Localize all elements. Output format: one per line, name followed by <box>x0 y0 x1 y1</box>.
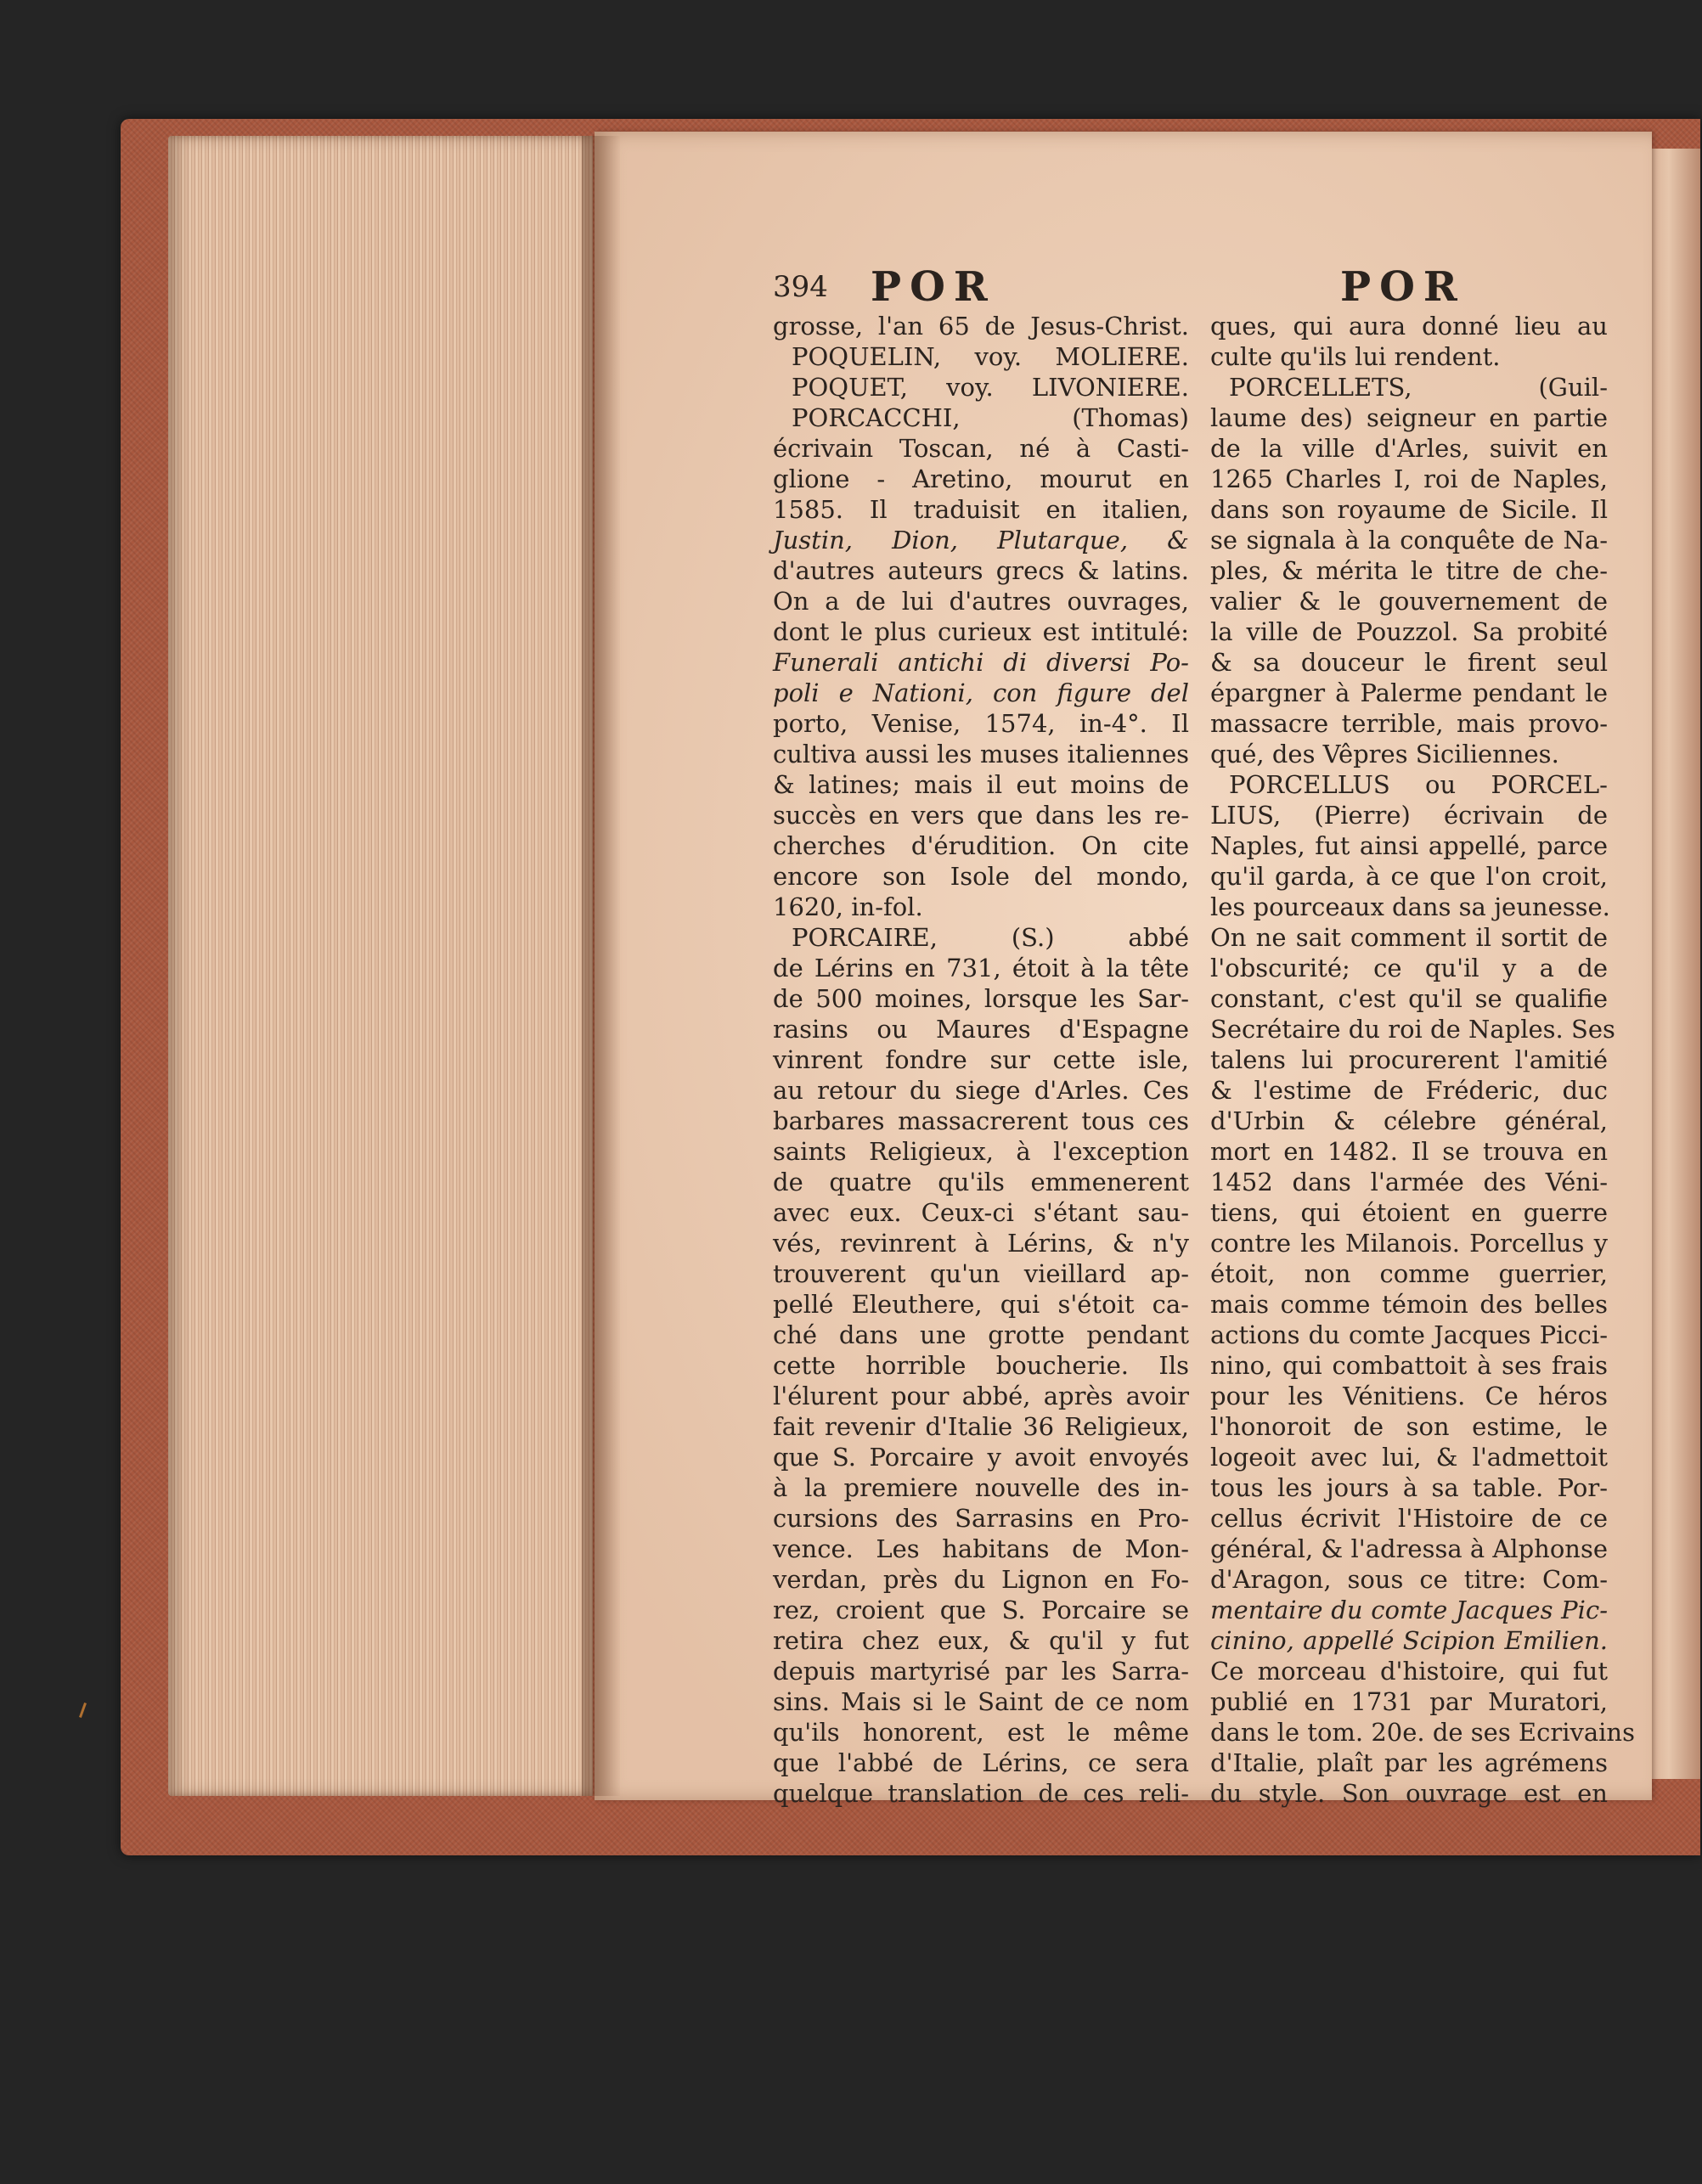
page-edges <box>168 136 593 1796</box>
text-line: saints Religieux, à l'exception <box>773 1137 1189 1166</box>
text-line: qu'il garda, à ce que l'on croit, <box>1210 862 1608 891</box>
text-line: Naples, fut ainsi appellé, parce <box>1210 831 1608 860</box>
text-line: On a de lui d'autres ouvrages, <box>773 587 1189 616</box>
text-line: trouverent qu'un vieillard ap- <box>773 1259 1189 1288</box>
text-line: d'autres auteurs grecs & latins. <box>773 556 1189 585</box>
text-line: dont le plus curieux est intitulé: <box>773 617 1189 646</box>
text-line: vence. Les habitans de Mon- <box>773 1534 1189 1563</box>
text-line: de 500 moines, lorsque les Sar- <box>773 984 1189 1013</box>
text-line: tiens, qui étoient en guerre <box>1210 1198 1608 1227</box>
text-line: cellus écrivit l'Histoire de ce <box>1210 1504 1608 1533</box>
text-line: les pourceaux dans sa jeunesse. <box>1210 892 1610 921</box>
text-line: fait revenir d'Italie 36 Religieux, <box>773 1412 1189 1441</box>
text-line: rez, croient que S. Porcaire se <box>773 1596 1189 1624</box>
text-line: l'obscurité; ce qu'il y a de <box>1210 954 1608 982</box>
entry-heading: POQUET, voy. LIVONIERE. <box>792 373 1189 402</box>
text-line: nino, qui combattoit à ses frais <box>1210 1351 1608 1380</box>
text-line: l'honoroit de son estime, le <box>1210 1412 1608 1441</box>
text-line: Secrétaire du roi de Naples. Ses <box>1210 1015 1615 1044</box>
text-line: encore son Isole del mondo, <box>773 862 1189 891</box>
text-line: 1620, in-fol. <box>773 892 923 921</box>
text-line: massacre terrible, mais provo- <box>1210 709 1608 738</box>
text-line: logeoit avec lui, & l'admettoit <box>1210 1443 1608 1472</box>
text-line: sins. Mais si le Saint de ce nom <box>773 1687 1189 1716</box>
text-line: général, & l'adressa à Alphonse <box>1210 1534 1609 1563</box>
text-line: On ne sait comment il sortit de <box>1210 923 1608 952</box>
text-line: 1265 Charles I, roi de Naples, <box>1210 464 1608 493</box>
text-line: à la premiere nouvelle des in- <box>773 1473 1189 1502</box>
text-line: cherches d'érudition. On cite <box>773 831 1189 860</box>
text-line: & latines; mais il eut moins de <box>773 770 1189 799</box>
text-line: rasins ou Maures d'Espagne <box>773 1015 1189 1044</box>
text-line: que S. Porcaire y avoit envoyés <box>773 1443 1189 1472</box>
text-line: & sa douceur le firent seul <box>1210 648 1608 677</box>
left-column <box>773 311 1189 1809</box>
text-line: ques, qui aura donné lieu au <box>1210 312 1608 341</box>
text-line: avec eux. Ceux-ci s'étant sau- <box>773 1198 1189 1227</box>
text-line: verdan, près du Lignon en Fo- <box>773 1565 1189 1594</box>
text-line: étoit, non comme guerrier, <box>1210 1259 1608 1288</box>
text-line: culte qu'ils lui rendent. <box>1210 342 1501 371</box>
text-line: dans le tom. 20e. de ses Ecrivains <box>1210 1718 1635 1747</box>
text-line: qu'ils honorent, est le même <box>773 1718 1189 1747</box>
text-line: pellé Eleuthere, qui s'étoit ca- <box>773 1290 1189 1319</box>
text-line: Funerali antichi di diversi Po- <box>773 648 1189 677</box>
text-line: d'Italie, plaît par les agrémens <box>1210 1748 1608 1777</box>
text-line: ples, & mérita le titre de che- <box>1210 556 1608 585</box>
text-line: quelque translation de ces reli- <box>773 1779 1189 1808</box>
text-line: écrivain Toscan, né à Casti- <box>773 434 1189 463</box>
text-line: cette horrible boucherie. Ils <box>773 1351 1189 1380</box>
text-line: de la ville d'Arles, suivit en <box>1210 434 1608 463</box>
text-line: talens lui procurerent l'amitié <box>1210 1045 1608 1074</box>
text-line: de Lérins en 731, étoit à la tête <box>773 954 1189 982</box>
text-line: mentaire du comte Jacques Pic- <box>1210 1596 1608 1624</box>
text-line: actions du comte Jacques Picci- <box>1210 1320 1608 1349</box>
binding-gutter <box>582 136 620 1796</box>
text-line: 1585. Il traduisit en italien, <box>773 495 1189 524</box>
text-line: épargner à Palerme pendant le <box>1210 678 1608 707</box>
text-line: mais comme témoin des belles <box>1210 1290 1608 1319</box>
text-line: poli e Nationi, con figure del <box>773 678 1189 707</box>
left-running-head: POR <box>871 263 996 311</box>
entry-heading: PORCELLETS, (Guil- <box>1229 373 1608 402</box>
text-line: porto, Venise, 1574, in-4°. Il <box>773 709 1189 738</box>
text-line: vés, revinrent à Lérins, & n'y <box>773 1229 1189 1258</box>
text-line: cultiva aussi les muses italiennes <box>773 740 1189 768</box>
text-line: barbares massacrerent tous ces <box>773 1106 1189 1135</box>
text-line: constant, c'est qu'il se qualifie <box>1210 984 1608 1013</box>
entry-heading: POQUELIN, voy. MOLIERE. <box>792 342 1189 371</box>
text-line: d'Aragon, sous ce titre: Com- <box>1210 1565 1608 1594</box>
entry-heading: PORCELLUS ou PORCEL- <box>1229 770 1608 799</box>
text-line: glione - Aretino, mourut en <box>773 464 1189 493</box>
text-line: se signala à la conquête de Na- <box>1210 526 1608 554</box>
entry-heading: PORCACCHI, (Thomas) <box>792 403 1189 432</box>
text-line: valier & le gouvernement de <box>1210 587 1608 616</box>
text-line: d'Urbin & célebre général, <box>1210 1106 1608 1135</box>
paper-speck <box>79 1703 87 1718</box>
text-line: qué, des Vêpres Siciliennes. <box>1210 740 1559 768</box>
text-line: de quatre qu'ils emmenerent <box>773 1168 1189 1196</box>
page-number: 394 <box>773 270 828 304</box>
text-line: que l'abbé de Lérins, ce sera <box>773 1748 1189 1777</box>
text-line: depuis martyrisé par les Sarra- <box>773 1657 1189 1686</box>
text-line: LIUS, (Pierre) écrivain de <box>1210 801 1608 830</box>
right-column <box>1210 311 1635 1809</box>
entry-heading: PORCAIRE, (S.) abbé <box>792 923 1189 952</box>
running-header <box>773 263 1601 311</box>
text-line: dans son royaume de Sicile. Il <box>1210 495 1608 524</box>
text-line: retira chez eux, & qu'il y fut <box>773 1626 1189 1655</box>
book-page <box>595 132 1652 1808</box>
text-line: ché dans une grotte pendant <box>773 1320 1189 1349</box>
text-line: Ce morceau d'histoire, qui fut <box>1210 1657 1608 1686</box>
text-line: grosse, l'an 65 de Jesus-Christ. <box>773 312 1189 341</box>
text-line: succès en vers que dans les re- <box>773 801 1189 830</box>
text-block <box>773 263 1635 1808</box>
text-line: l'élurent pour abbé, après avoir <box>773 1382 1189 1410</box>
text-line: pour les Vénitiens. Ce héros <box>1210 1382 1608 1410</box>
text-line: publié en 1731 par Muratori, <box>1210 1687 1608 1716</box>
text-line: la ville de Pouzzol. Sa probité <box>1210 617 1608 646</box>
text-line: du style. Son ouvrage est en <box>1210 1779 1608 1808</box>
right-running-head: POR <box>1340 263 1466 311</box>
text-line: mort en 1482. Il se trouva en <box>1210 1137 1608 1166</box>
text-line: cinino, appellé Scipion Emilien. <box>1210 1626 1608 1655</box>
text-line: 1452 dans l'armée des Véni- <box>1210 1168 1608 1196</box>
text-line: Justin, Dion, Plutarque, & <box>773 526 1189 554</box>
text-line: contre les Milanois. Porcellus y <box>1210 1229 1608 1258</box>
text-line: au retour du siege d'Arles. Ces <box>773 1076 1189 1105</box>
text-line: vinrent fondre sur cette isle, <box>773 1045 1189 1074</box>
next-page-edge <box>1648 149 1700 1779</box>
text-line: & l'estime de Fréderic, duc <box>1210 1076 1608 1105</box>
text-line: laume des) seigneur en partie <box>1210 403 1608 432</box>
text-line: tous les jours à sa table. Por- <box>1210 1473 1608 1502</box>
text-line: cursions des Sarrasins en Pro- <box>773 1504 1189 1533</box>
